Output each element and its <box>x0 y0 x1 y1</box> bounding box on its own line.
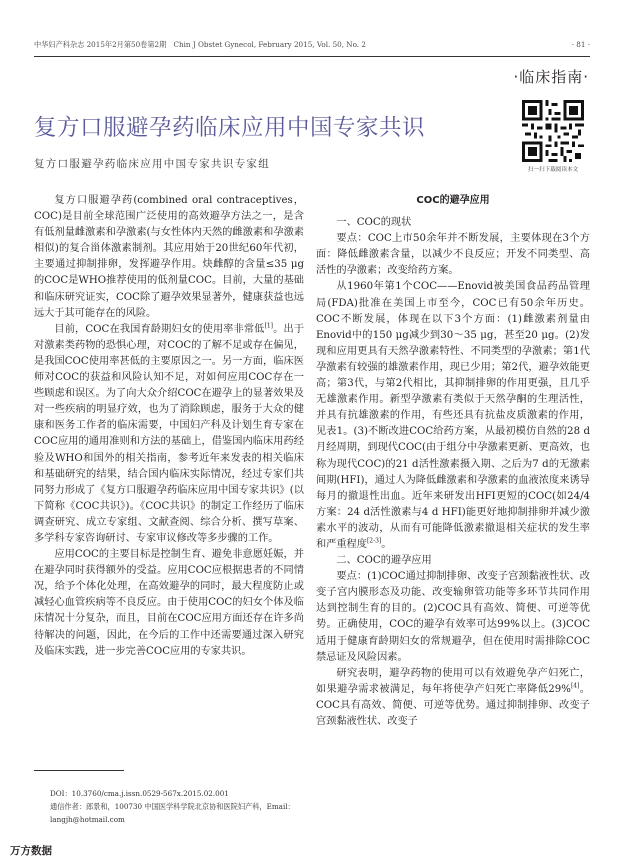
column-heading: COC的避孕应用 <box>416 195 490 206</box>
section-1-key-points: 要点：COC上市50余年并不断发展，主要体现在3个方面：降低雌激素含量，以减少不良反应；开发不同类型、高活性的孕激素；改变给药方案。 <box>316 233 590 277</box>
qr-caption: 扫一扫下载阅读本文 <box>527 167 579 173</box>
footnote-rule <box>34 770 124 771</box>
citation-ref: [4] <box>570 682 580 690</box>
article-title: 复方口服避孕药临床应用中国专家共识 <box>34 115 426 141</box>
left-column <box>34 193 304 660</box>
footnotes <box>50 787 305 826</box>
header-rule <box>34 56 590 57</box>
journal-citation: 中华妇产科杂志 2015年2月第50卷第2期 Chin J Obstet Gynecol, February 2015, Vol. 50, No. 2 <box>34 40 366 49</box>
article-authors: 复方口服避孕药临床应用中国专家共识专家组 <box>34 158 270 170</box>
doi-footnote: DOI：10.3760/cma.j.issn.0529-567x.2015.02.001 <box>50 789 229 798</box>
intro-paragraph-2: 目前，COC在我国育龄期妇女的使用率非常低[1]。出于对激素类药物的恐惧心理，对COC的了解不足或存在偏见，是我国COC使用率甚低的主要原因之一。另一方面，临床医师对COC的获益和风险认知不足，对如何应用COC存在一些顾虑和误区。为了向大众介绍COC在避孕上的显著效果及对一些疾病的明显疗效，也为了消除顾虑，服务于大众的健康和医务工作者的临床需要，中国妇产科及计划生育专家在COC应用的通用准则和方法的基础上，借鉴国内临床用药经验及WHO和国外的相关指南，参考近年来发表的相关临床和基础研究的结果，结合国内临床实际情况，经过专家们共同努力形成了《复方口服避孕药临床应用中国专家共识》(以下简称《COC共识》)。《COC共识》的制定工作经历了临床调查研究、成立专家组、文献查阅、综合分析、撰写草案、多学科专家咨询研讨、专家审议修改等多步骤的工作。 <box>34 322 305 544</box>
running-header <box>34 40 590 50</box>
source-watermark: 万方数据 <box>10 845 52 857</box>
corresponding-author-footnote: 通信作者：郎景和，100730 中国医学科学院北京协和医院妇产科，Email：langjh@hotmail.com <box>50 802 295 824</box>
citation-ref: [1] <box>264 322 273 330</box>
citation-ref: [2-3] <box>366 537 382 545</box>
intro-paragraph-3: 应用COC的主要目标是控制生育、避免非意愿妊娠，并在避孕同时获得额外的受益。应用COC应根据患者的不同情况，给予个体化处理，在高效避孕的同时，最大程度防止或减轻心血管疾病等不良反应。由于使用COC的妇女个体及临床情况十分复杂，而且，目前在COC应用方面还存在许多尚待解决的问题，因此，在今后的工作中还需要通过深入研究及临床实践，进一步完善COC应用的专家共识。 <box>34 549 304 657</box>
section-2-title: 二、COC的避孕应用 <box>336 555 432 567</box>
section-label: ·临床指南· <box>513 68 589 86</box>
qr-code-icon <box>522 100 584 162</box>
right-column <box>316 193 590 730</box>
section-1-title: 一、COC的现状 <box>336 217 412 229</box>
page-number: · 81 · <box>571 40 590 49</box>
section-2-key-points: 要点：(1)COC通过抑制排卵、改变子宫颈黏液性状、改变子宫内膜形态及功能、改变输卵管功能等多环节共同作用达到控制生育的目的。(2)COC具有高效、简便、可逆等优势。正确使用，COC的避孕有效率可达99%以上。(3)COC适用于健康育龄期妇女的常规避孕，但在使用时需排除COC禁忌证及风险因素。 <box>316 571 590 663</box>
intro-paragraph-1: 复方口服避孕药(combined oral contraceptives，COC)是目前全球范围广泛使用的高效避孕方法之一，是含有低剂量雌激素和孕激素(与女性体内天然的雌激素和孕激素相似)的复合甾体激素制剂。其应用始于20世纪60年代初，主要通过抑制排卵，发挥避孕作用。炔雌醇的含量≤35 μg的COC是WHO推荐使用的低剂量COC。目前，大量的基础和临床研究证实，COC除了避孕效果显著外，健康获益也远远大于其可能存在的风险。 <box>34 195 304 319</box>
section-2-body: 研究表明，避孕药物的使用可以有效避免孕产妇死亡，如果避孕需求被满足，每年将使孕产妇死亡率降低29%[4]。COC具有高效、简便、可逆等优势。通过抑制排卵、改变子宫颈黏液性状、改变子 <box>316 667 590 727</box>
section-1-body: 从1960年第1个COC——Enovid被美国食品药品管理局(FDA)批准在美国上市至今，COC已有50余年历史。COC不断发展，体现在以下3个方面：(1)雌激素剂量由Enovid中的150 μg减少到30～35 μg，甚至20 μg。(2)发现和应用更具有天然孕激素特性、不同类型的孕激素；第1代孕激素有较强的雄激素作用，现已少用；第2代，避孕效能更高；第3代，与第2代相比，其抑制排卵的作用更强，且几乎无雄激素作用。新型孕激素有类似于天然孕酮的生理活性，并具有抗雄激素的作用，有些还具有抗盐皮质激素的作用，见表1。(3)不断改进COC给药方案，从最初模仿自然的28 d月经周期，到现代COC(由于组分中孕激素更新、更高效，也称为现代COC)的21 d活性激素摄入期、之后为7 d的无激素间期(HFI)，通过人为降低雌激素和孕激素的血液浓度来诱导每月的撤退性出血。近年来研发出HFI更短的COC(如24/4方案：24 d活性激素与4 d HFI)能更好地抑制排卵并减少激素水平的波动，从而有可能降低激素撤退相关症状的发生率和严重程度[2-3]。 <box>316 281 590 550</box>
